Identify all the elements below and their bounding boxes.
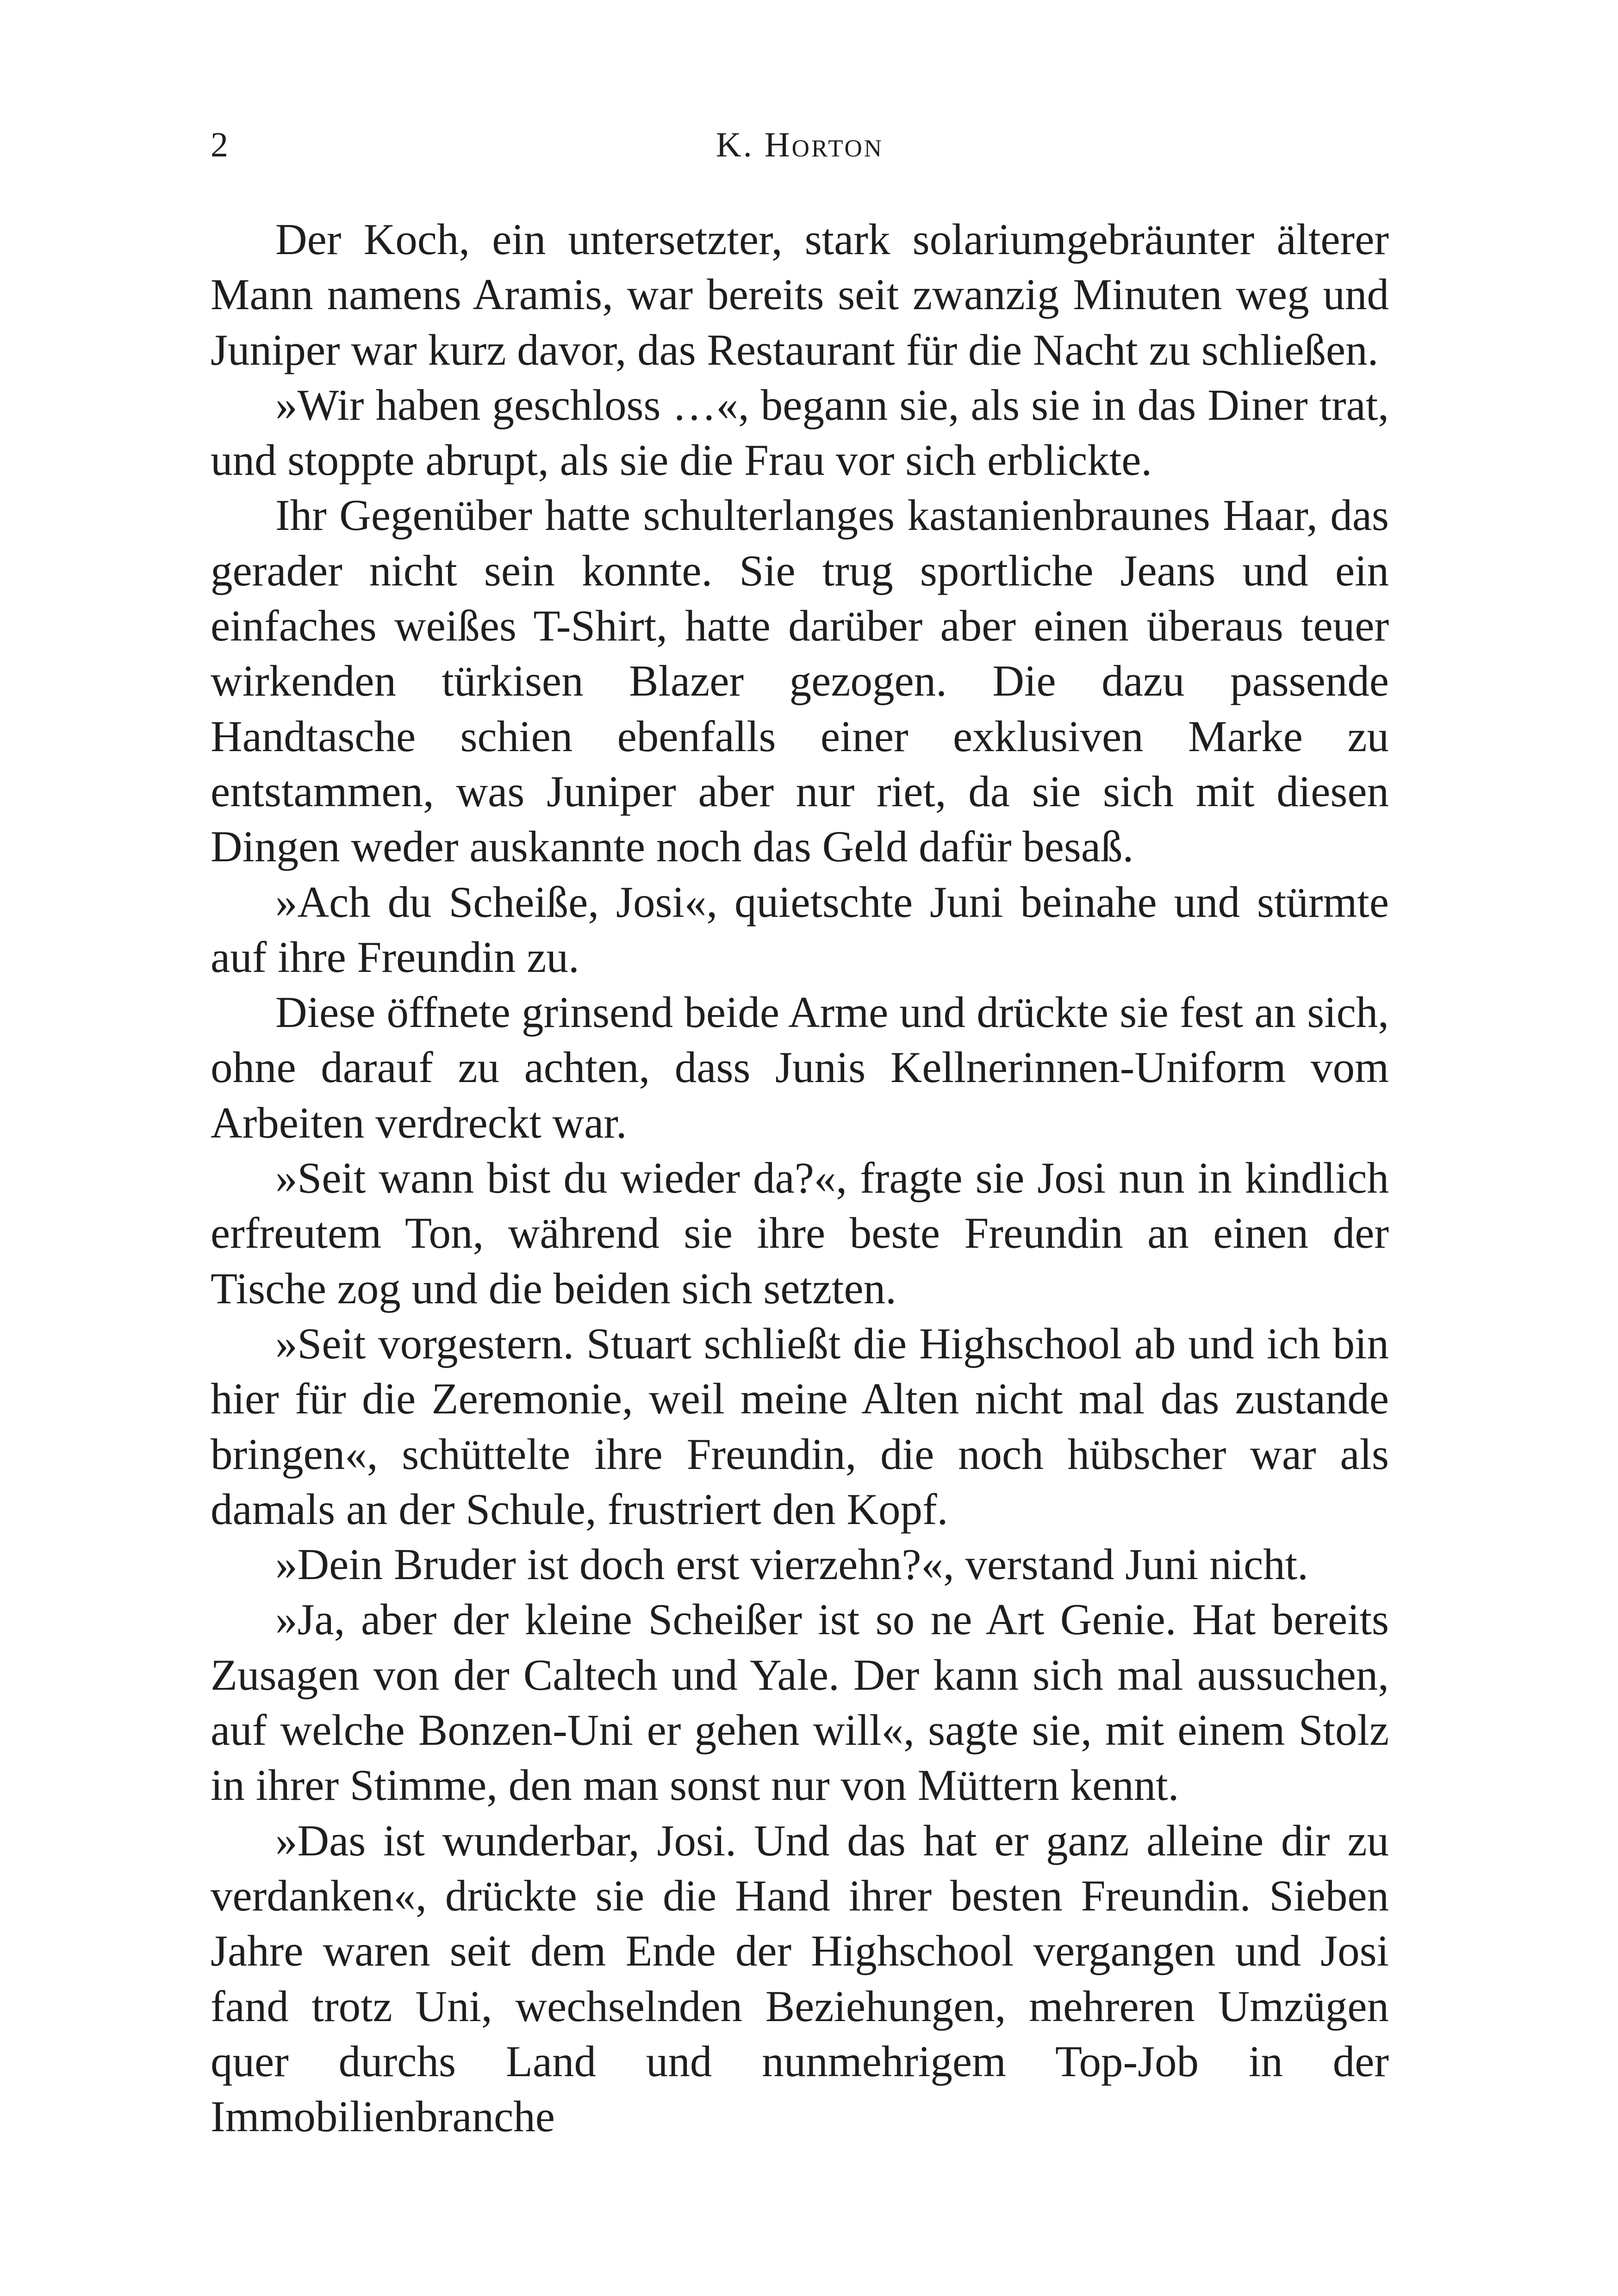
page-number: 2 — [211, 125, 228, 164]
paragraph: »Das ist wunderbar, Josi. Und das hat er ganz alleine dir zu verdanken«, drückte sie die Hand ihrer besten Freundin. Sieben Jahre waren seit dem Ende der Highschool vergangen und Josi fand trotz Uni, wechselnden Beziehungen, mehreren Umzügen quer durchs Land und nunmehrigem Top-Job in der Immobilienbranche — [211, 1816, 1389, 2141]
paragraph: »Ja, aber der kleine Scheißer ist so ne Art Genie. Hat bereits Zusagen von der Caltech und Yale. Der kann sich mal aussuchen, auf welche Bonzen-Uni er gehen will«, sagte sie, mit einem Stolz in ihrer Stimme, den man sonst nur von Müttern kennt. — [211, 1595, 1389, 1810]
paragraph: »Seit vorgestern. Stuart schließt die Highschool ab und ich bin hier für die Zeremonie, weil meine Alten nicht mal das zustande bringen«, schüttelte ihre Freundin, die noch hübscher war als damals an der Schule, frustriert den Kopf. — [211, 1319, 1389, 1534]
paragraph: Diese öffnete grinsend beide Arme und drückte sie fest an sich, ohne darauf zu achten, dass Junis Kellnerinnen-Uniform vom Arbeiten verdreckt war. — [211, 988, 1389, 1147]
paragraph: Der Koch, ein untersetzter, stark solariumgebräunter älterer Mann namens Aramis, war bereits seit zwanzig Minuten weg und Juniper war kurz davor, das Restaurant für die Nacht zu schließen. — [211, 215, 1389, 374]
paragraph: Ihr Gegenüber hatte schulterlanges kastanienbraunes Haar, das gerader nicht sein konnte. Sie trug sportliche Jeans und ein einfaches weißes T-Shirt, hatte darüber aber einen überaus teuer wirkenden türkisen Blazer gezogen. Die dazu passende Handtasche schien ebenfalls einer exklusiven Marke zu entstammen, was Juniper aber nur riet, da sie sich mit diesen Dingen weder auskannte noch das Geld dafür besaß. — [211, 491, 1389, 871]
paragraph: »Seit wann bist du wieder da?«, fragte sie Josi nun in kindlich erfreutem Ton, während sie ihre beste Freundin an einen der Tische zog und die beiden sich setzten. — [211, 1153, 1389, 1313]
paragraph: »Ach du Scheiße, Josi«, quietschte Juni beinahe und stürmte auf ihre Freundin zu. — [211, 877, 1389, 982]
paragraph: »Dein Bruder ist doch erst vierzehn?«, verstand Juni nicht. — [275, 1540, 1308, 1589]
body-text — [211, 212, 1389, 2144]
paragraph: »Wir haben geschloss …«, begann sie, als sie in das Diner trat, und stoppte abrupt, als sie die Frau vor sich erblickte. — [211, 380, 1389, 485]
running-title: K. Horton — [716, 125, 884, 164]
running-head — [211, 119, 1389, 170]
